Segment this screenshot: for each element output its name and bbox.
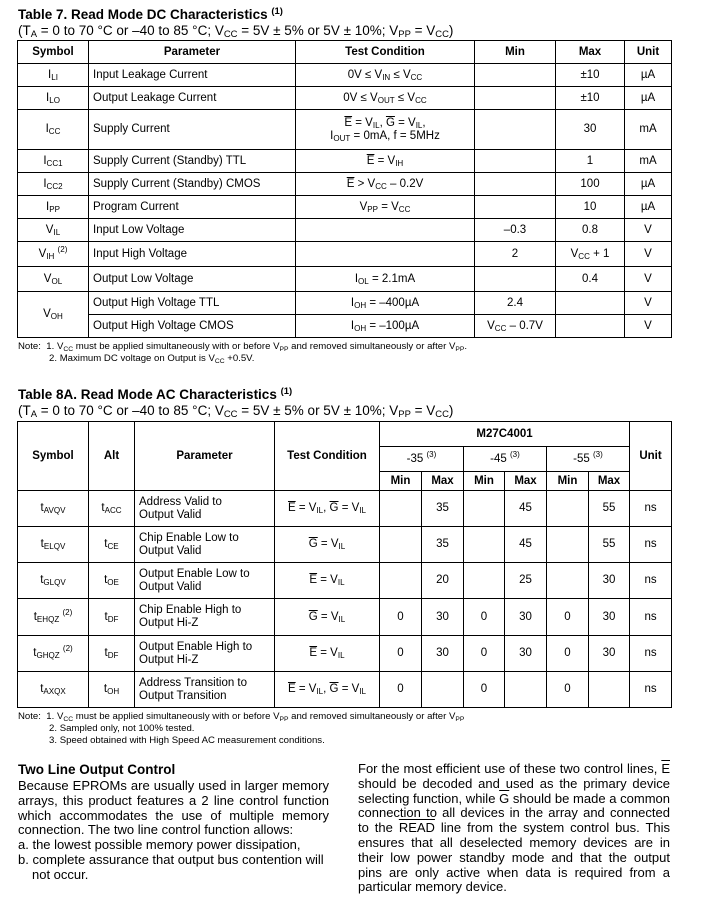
value-cell: 0 — [464, 636, 505, 672]
col-header-speed-35: -35 $^{(3)}$ — [380, 447, 464, 472]
col-header-unit: Unit — [625, 41, 672, 64]
alt-cell: $t_{DF}$ — [89, 599, 135, 636]
min-cell — [475, 110, 556, 150]
table-row — [18, 64, 672, 87]
alt-cell: $t_{OH}$ — [89, 672, 135, 708]
condition-cell: $\overline{G} = V_{IL}$ — [275, 599, 380, 636]
value-cell: 30 — [422, 636, 464, 672]
value-cell — [380, 527, 422, 563]
col-header-speed-55: -55 $^{(3)}$ — [547, 447, 630, 472]
symbol-cell: $V_{IL}$ — [18, 219, 89, 242]
unit-cell: ns — [630, 636, 672, 672]
value-cell — [422, 672, 464, 708]
col-header-min: Min — [464, 472, 505, 491]
value-cell: 30 — [505, 599, 547, 636]
condition-cell — [296, 219, 475, 242]
parameter-cell: Output Enable High to Output Hi-Z — [135, 636, 275, 672]
value-cell — [547, 491, 589, 527]
parameter-cell: Chip Enable Low to Output Valid — [135, 527, 275, 563]
min-cell — [475, 64, 556, 87]
symbol-cell: $I_{CC2}$ — [18, 173, 89, 196]
value-cell: 0 — [547, 672, 589, 708]
unit-cell: µA — [625, 173, 672, 196]
max-cell: 10 — [556, 196, 625, 219]
parameter-cell: Supply Current — [89, 110, 296, 150]
unit-cell: µA — [625, 87, 672, 110]
value-cell — [547, 563, 589, 599]
unit-cell: ns — [630, 527, 672, 563]
table-row — [18, 315, 672, 338]
table-row — [18, 267, 672, 292]
table7-conditions: ($T_A = 0$ to 70 °C or –40 to 85 °C; $V_{CC} = 5V \pm 5\%$ or 5V ± 10%; $V_{PP} = V_{CC}$) — [18, 23, 454, 40]
note-1: Note: 1. $V_{CC}$ must be applied simultaneously with or before $V_{PP}$ and removed simultaneously or after $V_{PP}$. — [18, 341, 467, 353]
col-header-max: Max — [589, 472, 630, 491]
note-1: Note: 1. $V_{CC}$ must be applied simultaneously with or before $V_{PP}$ and removed simultaneously or after $V_{PP}$ — [18, 711, 465, 723]
alt-cell: $t_{DF}$ — [89, 636, 135, 672]
value-cell: 55 — [589, 491, 630, 527]
symbol-cell: $I_{LO}$ — [18, 87, 89, 110]
symbol-cell: $V_{OL}$ — [18, 267, 89, 292]
value-cell: 0 — [464, 672, 505, 708]
unit-cell: mA — [625, 110, 672, 150]
condition-cell: $\overline{E} = V_{IL}$ — [275, 636, 380, 672]
condition-cell: $I_{OL} = 2.1mA$ — [296, 267, 475, 292]
table-row — [18, 491, 672, 527]
condition-cell: $\overline{E} = V_{IL}$, $\overline{G} = V_{IL}$, $I_{OUT} = 0mA$, f = 5MHz — [296, 110, 475, 150]
value-cell — [464, 563, 505, 599]
parameter-cell: Supply Current (Standby) TTL — [89, 150, 296, 173]
unit-cell: ns — [630, 563, 672, 599]
min-cell: 2.4 — [475, 292, 556, 315]
condition-cell: $0V \le V_{IN} \le V_{CC}$ — [296, 64, 475, 87]
value-cell — [589, 672, 630, 708]
condition-cell: $0V \le V_{OUT} \le V_{CC}$ — [296, 87, 475, 110]
col-header-test-condition: Test Condition — [296, 41, 475, 64]
unit-cell: V — [625, 315, 672, 338]
min-cell: $V_{CC} - 0.7V$ — [475, 315, 556, 338]
unit-cell: V — [625, 219, 672, 242]
table8a-notes — [18, 711, 464, 747]
condition-cell: $\overline{E} = V_{IL}$, $\overline{G} = V_{IL}$ — [275, 491, 380, 527]
value-cell: 0 — [380, 599, 422, 636]
value-cell — [464, 527, 505, 563]
note-2: 2. Maximum DC voltage on Output is $V_{CC} +0.5V$. — [49, 353, 255, 365]
value-cell: 45 — [505, 491, 547, 527]
col-header-speed-45: -45 $^{(3)}$ — [464, 447, 547, 472]
min-cell — [475, 87, 556, 110]
value-cell: 30 — [422, 599, 464, 636]
condition-cell: $\overline{E} = V_{IH}$ — [296, 150, 475, 173]
max-cell: $V_{CC} + 1$ — [556, 242, 625, 267]
parameter-cell: Input High Voltage — [89, 242, 296, 267]
symbol-cell: $t_{GHQZ}$ $^{(2)}$ — [18, 636, 89, 672]
value-cell: 30 — [589, 599, 630, 636]
list-item-a: a. the lowest possible memory power dissipation, — [18, 837, 301, 853]
left-column — [18, 779, 329, 883]
parameter-cell: Output Enable Low to Output Valid — [135, 563, 275, 599]
symbol-cell: $I_{CC1}$ — [18, 150, 89, 173]
symbol-cell: $V_{IH}$ $^{(2)}$ — [18, 242, 89, 267]
right-paragraph: For the most efficient use of these two control lines, $\overline{E}$ should be decoded and used as the primary device selecting function, while $\overline{G}$ should be made a common connection to all devices in the array and connected to the READ line from the system control bus. This ensures that all deselected memory devices are in their low power standby mode and that the output pins are only active when data is required from a particular memory device. — [358, 761, 670, 895]
min-cell — [475, 196, 556, 219]
value-cell — [505, 672, 547, 708]
min-cell — [475, 150, 556, 173]
value-cell: 0 — [547, 636, 589, 672]
table-row — [18, 196, 672, 219]
symbol-cell: $I_{CC}$ — [18, 110, 89, 150]
note-2: 2. Sampled only, not 100% tested. — [49, 723, 195, 734]
symbol-cell: $I_{LI}$ — [18, 64, 89, 87]
condition-cell: $I_{OH} = -100\mu A$ — [296, 315, 475, 338]
unit-cell: mA — [625, 150, 672, 173]
parameter-cell: Output Low Voltage — [89, 267, 296, 292]
parameter-cell: Address Transition to Output Transition — [135, 672, 275, 708]
min-cell: –0.3 — [475, 219, 556, 242]
max-cell: ±10 — [556, 87, 625, 110]
col-header-unit: Unit — [630, 422, 672, 491]
max-cell — [556, 292, 625, 315]
col-header-parameter: Parameter — [89, 41, 296, 64]
alt-cell: $t_{ACC}$ — [89, 491, 135, 527]
value-cell: 25 — [505, 563, 547, 599]
alt-cell: $t_{CE}$ — [89, 527, 135, 563]
unit-cell: µA — [625, 64, 672, 87]
min-cell — [475, 173, 556, 196]
parameter-cell: Output High Voltage CMOS — [89, 315, 296, 338]
value-cell: 55 — [589, 527, 630, 563]
max-cell: 0.4 — [556, 267, 625, 292]
condition-cell: $\overline{E} = V_{IL}$, $\overline{G} = V_{IL}$ — [275, 672, 380, 708]
table-row — [18, 219, 672, 242]
col-header-symbol: Symbol — [18, 422, 89, 491]
table-row — [18, 173, 672, 196]
max-cell: 30 — [556, 110, 625, 150]
value-cell: 20 — [422, 563, 464, 599]
unit-cell: µA — [625, 196, 672, 219]
col-header-min: Min — [547, 472, 589, 491]
parameter-cell: Chip Enable High to Output Hi-Z — [135, 599, 275, 636]
value-cell: 0 — [380, 672, 422, 708]
table-row — [18, 599, 672, 636]
value-cell — [547, 527, 589, 563]
unit-cell: V — [625, 292, 672, 315]
parameter-cell: Output Leakage Current — [89, 87, 296, 110]
condition-cell: $\overline{G} = V_{IL}$ — [275, 527, 380, 563]
max-cell: 100 — [556, 173, 625, 196]
symbol-cell: $I_{PP}$ — [18, 196, 89, 219]
table-row — [18, 636, 672, 672]
min-cell — [475, 267, 556, 292]
section-heading: Two Line Output Control — [18, 762, 176, 777]
col-header-min: Min — [380, 472, 422, 491]
value-cell — [464, 491, 505, 527]
symbol-cell: $t_{GLQV}$ — [18, 563, 89, 599]
col-header-max: Max — [556, 41, 625, 64]
value-cell: 30 — [589, 636, 630, 672]
parameter-cell: Address Valid to Output Valid — [135, 491, 275, 527]
value-cell: 35 — [422, 491, 464, 527]
unit-cell: ns — [630, 599, 672, 636]
table8a-ac-characteristics — [17, 421, 672, 708]
table-row — [18, 563, 672, 599]
unit-cell: ns — [630, 672, 672, 708]
table-row — [18, 150, 672, 173]
table-row — [18, 672, 672, 708]
condition-cell: $\overline{E} > V_{CC} - 0.2V$ — [296, 173, 475, 196]
col-header-symbol: Symbol — [18, 41, 89, 64]
parameter-cell: Program Current — [89, 196, 296, 219]
table7-notes — [18, 341, 467, 365]
col-header-min: Min — [475, 41, 556, 64]
value-cell: 35 — [422, 527, 464, 563]
table-row — [18, 242, 672, 267]
alt-cell: $t_{OE}$ — [89, 563, 135, 599]
unit-cell: V — [625, 267, 672, 292]
max-cell — [556, 315, 625, 338]
table8a-title: Table 8A. Read Mode AC Characteristics $^{(1)}$ — [18, 386, 293, 402]
max-cell: 1 — [556, 150, 625, 173]
col-header-device: M27C4001 — [380, 422, 630, 447]
condition-cell — [296, 242, 475, 267]
unit-cell: V — [625, 242, 672, 267]
table7-title: Table 7. Read Mode DC Characteristics $^{(1)}$ — [18, 6, 283, 22]
right-column — [358, 762, 670, 895]
value-cell — [380, 491, 422, 527]
parameter-cell: Input Leakage Current — [89, 64, 296, 87]
col-header-max: Max — [422, 472, 464, 491]
col-header-max: Max — [505, 472, 547, 491]
value-cell: 0 — [464, 599, 505, 636]
parameter-cell: Supply Current (Standby) CMOS — [89, 173, 296, 196]
table-header-row — [18, 41, 672, 64]
symbol-cell: $t_{EHQZ}$ $^{(2)}$ — [18, 599, 89, 636]
list-item-b: b. complete assurance that output bus contention will not occur. — [18, 851, 324, 882]
value-cell — [380, 563, 422, 599]
col-header-test-condition: Test Condition — [275, 422, 380, 491]
max-cell: 0.8 — [556, 219, 625, 242]
value-cell: 0 — [547, 599, 589, 636]
parameter-cell: Output High Voltage TTL — [89, 292, 296, 315]
unit-cell: ns — [630, 491, 672, 527]
symbol-cell: $t_{ELQV}$ — [18, 527, 89, 563]
value-cell: 30 — [589, 563, 630, 599]
parameter-cell: Input Low Voltage — [89, 219, 296, 242]
symbol-cell: $V_{OH}$ — [18, 292, 89, 338]
value-cell: 45 — [505, 527, 547, 563]
table-row — [18, 527, 672, 563]
condition-cell: $\overline{E} = V_{IL}$ — [275, 563, 380, 599]
value-cell: 30 — [505, 636, 547, 672]
symbol-cell: $t_{AVQV}$ — [18, 491, 89, 527]
min-cell: 2 — [475, 242, 556, 267]
value-cell: 0 — [380, 636, 422, 672]
left-paragraph: Because EPROMs are usually used in larger memory arrays, this product features a 2 line control function which accommodates the use of multiple memory connection. The two line control function allows: — [18, 778, 329, 838]
table-row — [18, 292, 672, 315]
note-3: 3. Speed obtained with High Speed AC measurement conditions. — [49, 735, 325, 746]
max-cell: ±10 — [556, 64, 625, 87]
table-header-row — [18, 422, 672, 447]
table-row — [18, 110, 672, 150]
condition-cell: $V_{PP} = V_{CC}$ — [296, 196, 475, 219]
table8a-conditions: ($T_A = 0$ to 70 °C or –40 to 85 °C; $V_{CC} = 5V \pm 5\%$ or 5V ± 10%; $V_{PP} = V_{CC}$) — [18, 403, 454, 420]
symbol-cell: $t_{AXQX}$ — [18, 672, 89, 708]
condition-cell: $I_{OH} = -400\mu A$ — [296, 292, 475, 315]
table7-dc-characteristics — [17, 40, 672, 338]
col-header-alt: Alt — [89, 422, 135, 491]
table-row — [18, 87, 672, 110]
col-header-parameter: Parameter — [135, 422, 275, 491]
